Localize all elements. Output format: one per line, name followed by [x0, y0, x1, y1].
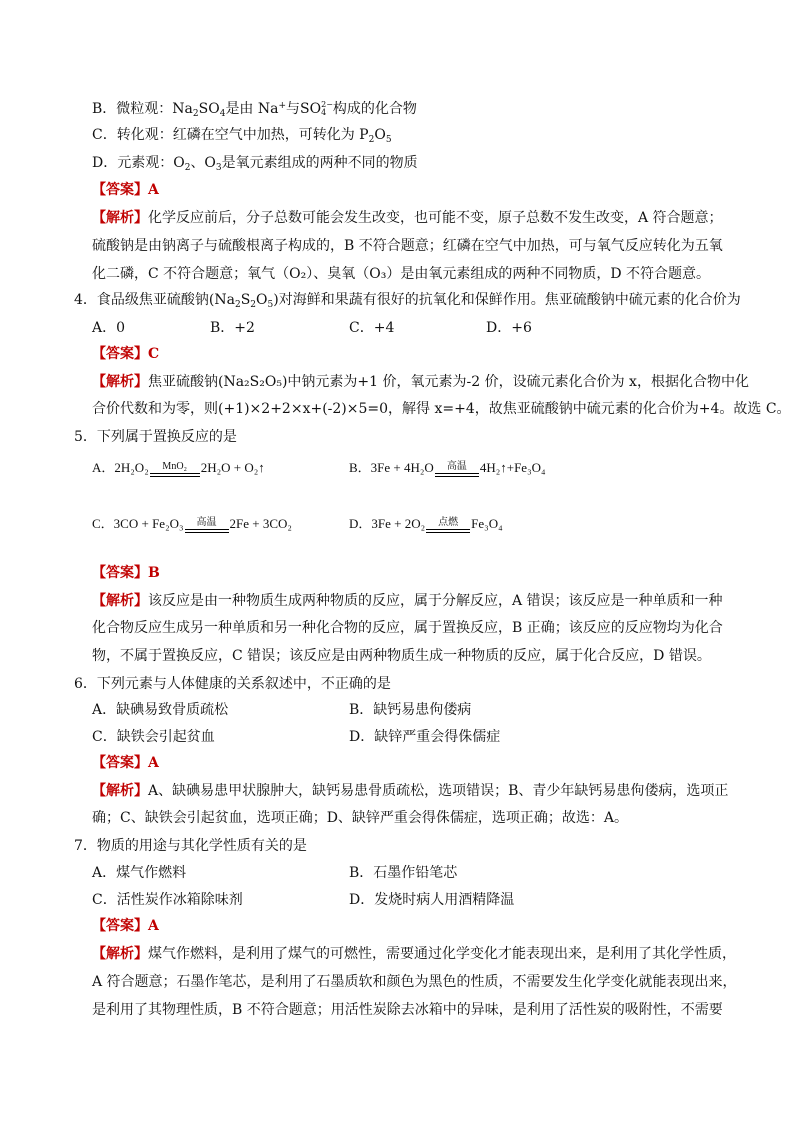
q5-option-b [349, 458, 546, 478]
q5-b-equals-bar [435, 473, 479, 477]
q5-answer: 【答案】B [92, 565, 160, 581]
q5-explanation-line-1 [92, 591, 723, 611]
q3-c-text-1: C．转化观：红磷在空气中加热，可转化为 P [92, 127, 369, 143]
q4-stem [74, 290, 741, 315]
q5-d-reactants: 3Fe + 2O₂ [371, 516, 426, 531]
sulfate-ion-text: SO [300, 101, 322, 117]
q5-a-products: 2H₂O + O₂↑ [200, 460, 265, 475]
q7-explanation-label: 【解析】 [92, 946, 148, 962]
sulfate-ion-sub: 4 [321, 108, 327, 117]
q5-b-label: B． [349, 460, 371, 475]
q3-answer: 【答案】A [92, 182, 159, 198]
q4-explanation-text-1: 焦亚硫酸钠(Na₂S₂O₅)中钠元素为+1 价，氧元素为-2 价，设硫元素化合价为 x，根据化合物中化 [148, 374, 749, 390]
q3-d-text-3: 是氧元素组成的两种不同的物质 [221, 155, 418, 171]
q3-b-sup-1: + [278, 101, 287, 111]
q5-explanation-text-1: 该反应是由一种物质生成两种物质的反应，属于分解反应，A 错误；该反应是一种单质和一种 [148, 593, 723, 609]
q3-option-b [92, 96, 417, 124]
q4-option-c: C．+4 [349, 320, 395, 336]
q4-option-a: A．0 [92, 320, 126, 336]
q5-c-reactants: 3CO + Fe₂O₃ [113, 516, 184, 531]
q4-answer: 【答案】C [92, 346, 160, 362]
q5-d-condition-arrow [426, 517, 470, 533]
q7-explanation-line-2: A 符合题意；石墨作笔芯，是利用了石墨质软和颜色为黑色的性质，不需要发生化学变化就能表现出来， [92, 974, 737, 990]
q4-explanation-label: 【解析】 [92, 374, 148, 390]
q6-option-b: B．缺钙易患佝偻病 [349, 702, 472, 718]
q6-option-d: D．缺锌严重会得侏儒症 [349, 729, 501, 745]
q5-explanation-label: 【解析】 [92, 593, 148, 609]
q5-option-a [92, 458, 265, 478]
q5-c-equals-bar [185, 529, 229, 533]
q5-b-reactants: 3Fe + 4H₂O [370, 460, 434, 475]
q3-explanation-line-3: 化二磷，C 不符合题意；氧气（O₂）、臭氧（O₃）是由氧元素组成的两种不同物质，D 不符合题意。 [92, 266, 711, 282]
q5-a-equals-bar [150, 473, 200, 477]
q4-stem-sub-3: 5 [267, 300, 274, 310]
q3-d-text-1: D．元素观：O [92, 155, 185, 171]
q5-stem: 5．下列属于置换反应的是 [74, 429, 237, 445]
q4-stem-4: )对海鲜和果蔬有很好的抗氧化和保鲜作用。焦亚硫酸钠中硫元素的化合价为 [273, 292, 741, 308]
q3-d-text-2: 、O [190, 155, 216, 171]
sulfate-ion-charge: 2− [321, 100, 333, 109]
q6-option-a: A．缺碘易致骨质疏松 [92, 702, 229, 718]
q7-stem: 7．物质的用途与其化学性质有关的是 [74, 838, 307, 854]
q4-option-b: B．+2 [210, 320, 255, 336]
q3-b-text-5: 构成的化合物 [332, 101, 417, 117]
q4-stem-3: O [256, 292, 268, 308]
q5-a-label: A． [92, 460, 115, 475]
q7-explanation-text-1: 煤气作燃料，是利用了煤气的可燃性，需要通过化学变化才能表现出来，是利用了其化学性质， [148, 946, 736, 962]
q3-option-d [92, 153, 418, 178]
q5-d-condition: 点燃 [438, 517, 459, 529]
q5-b-products: 4H₂↑+Fe₃O₄ [479, 460, 546, 475]
q6-option-c: C．缺铁会引起贫血 [92, 729, 215, 745]
q5-c-condition-arrow [185, 517, 229, 533]
sulfate-ion [300, 101, 333, 117]
q4-stem-2: S [240, 292, 251, 308]
q6-explanation-line-2: 确；C、缺铁会引起贫血，选项正确；D、缺锌严重会得侏儒症，选项正确；故选：A。 [92, 810, 629, 826]
q5-explanation-line-2: 化合物反应生成另一种单质和另一种化合物的反应，属于置换反应，B 正确；该反应的反应物均为化合 [92, 620, 723, 636]
q5-d-products: Fe₃O₄ [471, 516, 503, 531]
q5-a-condition: MnO₂ [162, 461, 188, 473]
q6-explanation-line-1 [92, 781, 728, 801]
q5-option-c [92, 514, 292, 534]
q6-explanation-text-1: A、缺碘易患甲状腺肿大，缺钙易患骨质疏松，选项错误；B、青少年缺钙易患佝偻病，选项正 [148, 783, 729, 799]
q4-option-d: D．+6 [486, 320, 532, 336]
q3-explanation-text-1: 化学反应前后，分子总数可能会发生改变，也可能不变，原子总数不发生改变，A 符合题意； [148, 210, 723, 226]
q5-b-condition-arrow [435, 461, 479, 477]
q4-explanation-line-2: 合价代数和为零，则(+1)×2+2×x+(-2)×5=0，解得 x=+4，故焦亚硫酸钠中硫元素的化合价为+4。故选 C。 [92, 401, 791, 417]
q3-d-sub-2: 3 [215, 163, 222, 173]
q3-b-text-1: B．微粒观：Na [92, 101, 193, 117]
q7-answer: 【答案】A [92, 918, 159, 934]
q4-stem-sub-1: 2 [234, 300, 241, 310]
q6-stem: 6．下列元素与人体健康的关系叙述中，不正确的是 [74, 676, 391, 692]
q5-d-label: D． [349, 516, 372, 531]
q5-c-condition: 高温 [196, 517, 217, 529]
q7-option-a: A．煤气作燃料 [92, 865, 187, 881]
q3-d-sub-1: 2 [184, 163, 191, 173]
q3-b-text-4: 与 [286, 101, 301, 117]
q4-explanation-line-1 [92, 372, 749, 392]
q3-c-sub-2: 5 [385, 135, 392, 145]
q3-b-sub-2: 4 [219, 109, 226, 119]
q4-stem-sub-2: 2 [250, 300, 257, 310]
q7-explanation-line-1 [92, 944, 736, 964]
q5-a-condition-arrow [150, 461, 200, 477]
q7-explanation-line-3: 是利用了其物理性质，B 不符合题意；用活性炭除去冰箱中的异味，是利用了活性炭的吸附性，不需要 [92, 1002, 723, 1018]
q5-explanation-line-3: 物，不属于置换反应，C 错误；该反应是由两种物质生成一种物质的反应，属于化合反应，D 错误。 [92, 648, 711, 664]
q3-b-sub-1: 2 [192, 109, 199, 119]
q4-stem-1: 4．食品级焦亚硫酸钠(Na [74, 292, 235, 308]
q3-explanation-label: 【解析】 [92, 210, 148, 226]
q3-explanation-line-1 [92, 208, 723, 228]
q6-explanation-label: 【解析】 [92, 783, 148, 799]
q3-explanation-line-2: 硫酸钠是由钠离子与硫酸根离子构成的，B 不符合题意；红磷在空气中加热，可与氧气反应转化为五氧 [92, 238, 723, 254]
q6-answer: 【答案】A [92, 755, 159, 771]
q5-c-label: C． [92, 516, 114, 531]
q5-c-products: 2Fe + 3CO₂ [229, 516, 292, 531]
q3-b-text-2: SO [198, 101, 220, 117]
q5-option-d [349, 514, 503, 534]
q3-c-text-2: O [374, 127, 386, 143]
q5-a-reactants: 2H₂O₂ [114, 460, 149, 475]
q7-option-c: C．活性炭作冰箱除味剂 [92, 892, 243, 908]
q7-option-b: B．石墨作铅笔芯 [349, 865, 458, 881]
q3-c-sub-1: 2 [368, 135, 375, 145]
q3-b-text-3: 是由 Na [225, 101, 279, 117]
q7-option-d: D．发烧时病人用酒精降温 [349, 892, 515, 908]
q5-d-equals-bar [426, 529, 470, 533]
q3-option-c [92, 125, 392, 150]
q5-b-condition: 高温 [446, 461, 467, 473]
